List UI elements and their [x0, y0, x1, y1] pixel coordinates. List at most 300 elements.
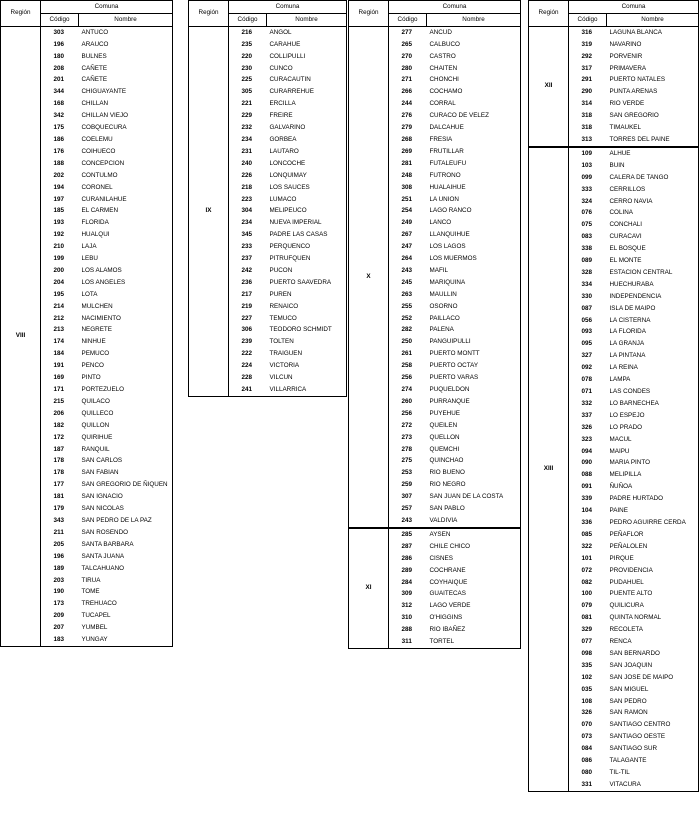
codigo-cell: 291 [569, 74, 607, 86]
nombre-cell: RIO IBAÑEZ [427, 624, 521, 636]
nombre-cell: PENCO [79, 360, 173, 372]
codigo-cell: 185 [41, 205, 79, 217]
codigo-cell: 317 [569, 63, 607, 75]
nombre-cell: LA PINTANA [607, 350, 699, 362]
nombre-cell: ESTACION CENTRAL [607, 267, 699, 279]
nombre-cell: PORTEZUELO [79, 384, 173, 396]
codigo-cell: 181 [41, 491, 79, 503]
codigo-cell: 258 [389, 360, 427, 372]
nombre-cell: SANTIAGO OESTE [607, 731, 699, 743]
nombre-cell: ANGOL [267, 26, 347, 38]
codigo-cell: 215 [41, 396, 79, 408]
codigo-cell: 243 [389, 515, 427, 528]
region-cell: XI [349, 528, 389, 649]
nombre-cell: LOS ALAMOS [79, 265, 173, 277]
nombre-cell: QUEILEN [427, 420, 521, 432]
nombre-cell: FRUTILLAR [427, 146, 521, 158]
codigo-cell: 076 [569, 207, 607, 219]
codigo-cell: 082 [569, 577, 607, 589]
nombre-cell: HUALQUI [79, 229, 173, 241]
codigo-cell: 310 [389, 612, 427, 624]
codigo-cell: 102 [569, 672, 607, 684]
nombre-cell: ÑUÑOA [607, 481, 699, 493]
codigo-cell: 177 [41, 479, 79, 491]
nombre-cell: GALVARINO [267, 122, 347, 134]
codigo-cell: 332 [569, 398, 607, 410]
nombre-cell: SAN RAMON [607, 707, 699, 719]
nombre-cell: CONTULMO [79, 170, 173, 182]
comuna-table [348, 0, 521, 649]
codigo-cell: 191 [41, 360, 79, 372]
nombre-cell: LONCOCHE [267, 158, 347, 170]
nombre-cell: MAIPU [607, 446, 699, 458]
nombre-cell: FUTALEUFU [427, 158, 521, 170]
table-row [529, 147, 699, 160]
codigo-cell: 108 [569, 696, 607, 708]
nombre-cell: RENAICO [267, 301, 347, 313]
nombre-cell: COCHAMO [427, 86, 521, 98]
nombre-cell: PUERTO MONTT [427, 348, 521, 360]
codigo-cell: 339 [569, 493, 607, 505]
codigo-cell: 324 [569, 196, 607, 208]
nombre-cell: RANQUIL [79, 444, 173, 456]
codigo-header: Código [229, 13, 267, 26]
codigo-cell: 080 [569, 767, 607, 779]
codigo-cell: 085 [569, 529, 607, 541]
nombre-cell: CERRO NAVIA [607, 196, 699, 208]
nombre-cell: RIO NEGRO [427, 479, 521, 491]
nombre-cell: LA GRANJA [607, 338, 699, 350]
nombre-cell: LOS MUERMOS [427, 253, 521, 265]
codigo-cell: 208 [41, 63, 79, 75]
codigo-cell: 229 [229, 110, 267, 122]
nombre-cell: NAVARINO [607, 39, 699, 51]
nombre-cell: ANCUD [427, 26, 521, 38]
codigo-cell: 087 [569, 303, 607, 315]
nombre-cell: SAN GREGORIO DE ÑIQUEN [79, 479, 173, 491]
nombre-cell: SAN JUAN DE LA COSTA [427, 491, 521, 503]
nombre-cell: AYSEN [427, 528, 521, 541]
codigo-cell: 266 [389, 86, 427, 98]
codigo-cell: 306 [229, 324, 267, 336]
nombre-cell: TRAIGUEN [267, 348, 347, 360]
codigo-cell: 308 [389, 182, 427, 194]
nombre-cell: CURACAVI [607, 231, 699, 243]
codigo-cell: 255 [389, 301, 427, 313]
nombre-cell: OSORNO [427, 301, 521, 313]
nombre-cell: EL BOSQUE [607, 243, 699, 255]
nombre-cell: CASTRO [427, 51, 521, 63]
codigo-cell: 286 [389, 553, 427, 565]
codigo-cell: 081 [569, 612, 607, 624]
nombre-cell: PUERTO VARAS [427, 372, 521, 384]
nombre-cell: TIL-TIL [607, 767, 699, 779]
nombre-cell: LAMPA [607, 374, 699, 386]
codigo-cell: 280 [389, 63, 427, 75]
codigo-cell: 202 [41, 170, 79, 182]
codigo-cell: 233 [229, 241, 267, 253]
nombre-cell: VILCUN [267, 372, 347, 384]
nombre-cell: SANTIAGO CENTRO [607, 719, 699, 731]
nombre-cell: SAN PABLO [427, 503, 521, 515]
nombre-cell: LA CISTERNA [607, 315, 699, 327]
codigo-cell: 284 [389, 577, 427, 589]
codigo-cell: 259 [389, 479, 427, 491]
nombre-cell: CALBUCO [427, 39, 521, 51]
nombre-cell: LO PRADO [607, 422, 699, 434]
codigo-cell: 172 [41, 432, 79, 444]
codigo-cell: 276 [389, 110, 427, 122]
codigo-cell: 260 [389, 396, 427, 408]
codigo-cell: 319 [569, 39, 607, 51]
codigo-cell: 228 [229, 372, 267, 384]
nombre-cell: GUAITECAS [427, 588, 521, 600]
codigo-cell: 221 [229, 98, 267, 110]
nombre-cell: LO BARNECHEA [607, 398, 699, 410]
nombre-cell: PUERTO OCTAY [427, 360, 521, 372]
codigo-cell: 269 [389, 146, 427, 158]
nombre-cell: MAULLIN [427, 289, 521, 301]
nombre-cell: LAGO RANCO [427, 205, 521, 217]
codigo-cell: 169 [41, 372, 79, 384]
nombre-header: Nombre [79, 13, 173, 26]
nombre-cell: TALCAHUANO [79, 563, 173, 575]
codigo-cell: 338 [569, 243, 607, 255]
codigo-cell: 211 [41, 527, 79, 539]
codigo-cell: 272 [389, 420, 427, 432]
nombre-cell: EL CARMEN [79, 205, 173, 217]
codigo-cell: 075 [569, 219, 607, 231]
codigo-cell: 231 [229, 146, 267, 158]
codigo-cell: 109 [569, 147, 607, 160]
nombre-cell: HUECHURABA [607, 279, 699, 291]
codigo-cell: 264 [389, 253, 427, 265]
region-cell: IX [189, 26, 229, 396]
nombre-cell: MAFIL [427, 265, 521, 277]
codigo-cell: 278 [389, 444, 427, 456]
codigo-cell: 343 [41, 515, 79, 527]
nombre-cell: SAN BERNARDO [607, 648, 699, 660]
codigo-cell: 256 [389, 408, 427, 420]
codigo-cell: 303 [41, 26, 79, 38]
codigo-cell: 179 [41, 503, 79, 515]
nombre-cell: SAN PEDRO DE LA PAZ [79, 515, 173, 527]
nombre-cell: TUCAPEL [79, 610, 173, 622]
codigo-cell: 326 [569, 422, 607, 434]
nombre-cell: PANGUIPULLI [427, 336, 521, 348]
comuna-table [0, 0, 173, 647]
nombre-cell: INDEPENDENCIA [607, 291, 699, 303]
codigo-cell: 212 [41, 313, 79, 325]
nombre-cell: FLORIDA [79, 217, 173, 229]
codigo-cell: 206 [41, 408, 79, 420]
codigo-cell: 235 [229, 39, 267, 51]
nombre-cell: O'HIGGINS [427, 612, 521, 624]
codigo-cell: 213 [41, 324, 79, 336]
nombre-cell: SANTA BARBARA [79, 539, 173, 551]
nombre-cell: PAILLACO [427, 313, 521, 325]
nombre-cell: ALHUE [607, 147, 699, 160]
nombre-cell: TIRUA [79, 575, 173, 587]
nombre-cell: NUEVA IMPERIAL [267, 217, 347, 229]
codigo-cell: 329 [569, 624, 607, 636]
nombre-cell: CURACAUTIN [267, 74, 347, 86]
nombre-cell: SANTA JUANA [79, 551, 173, 563]
nombre-cell: LA UNION [427, 194, 521, 206]
codigo-cell: 194 [41, 182, 79, 194]
nombre-cell: SAN PEDRO [607, 696, 699, 708]
nombre-cell: TORRES DEL PAINE [607, 134, 699, 147]
codigo-cell: 188 [41, 158, 79, 170]
nombre-cell: QUEMCHI [427, 444, 521, 456]
nombre-cell: COLINA [607, 207, 699, 219]
codigo-cell: 227 [229, 313, 267, 325]
codigo-cell: 304 [229, 205, 267, 217]
nombre-cell: QUILICURA [607, 600, 699, 612]
codigo-cell: 254 [389, 205, 427, 217]
nombre-header: Nombre [607, 13, 699, 26]
codigo-cell: 247 [389, 241, 427, 253]
codigo-cell: 220 [229, 51, 267, 63]
codigo-cell: 334 [569, 279, 607, 291]
nombre-cell: YUNGAY [79, 634, 173, 646]
nombre-cell: COBQUECURA [79, 122, 173, 134]
nombre-cell: ERCILLA [267, 98, 347, 110]
codigo-cell: 078 [569, 374, 607, 386]
nombre-cell: CONCHALI [607, 219, 699, 231]
codigo-cell: 189 [41, 563, 79, 575]
nombre-cell: TEODORO SCHMIDT [267, 324, 347, 336]
nombre-cell: CHONCHI [427, 74, 521, 86]
codigo-cell: 239 [229, 336, 267, 348]
nombre-cell: MELIPEUCO [267, 205, 347, 217]
codigo-cell: 171 [41, 384, 79, 396]
table-row [349, 26, 521, 38]
nombre-cell: TREHUACO [79, 598, 173, 610]
codigo-cell: 203 [41, 575, 79, 587]
codigo-cell: 168 [41, 98, 79, 110]
codigo-cell: 219 [229, 301, 267, 313]
nombre-cell: CURACO DE VELEZ [427, 110, 521, 122]
codigo-cell: 196 [41, 551, 79, 563]
nombre-cell: SAN MIGUEL [607, 684, 699, 696]
region-header: Región [189, 1, 229, 27]
codigo-cell: 175 [41, 122, 79, 134]
codigo-cell: 330 [569, 291, 607, 303]
codigo-cell: 270 [389, 51, 427, 63]
codigo-cell: 098 [569, 648, 607, 660]
codigo-cell: 184 [41, 348, 79, 360]
codigo-cell: 099 [569, 172, 607, 184]
table-row [1, 26, 173, 38]
codigo-cell: 084 [569, 743, 607, 755]
nombre-cell: LAUTARO [267, 146, 347, 158]
codigo-cell: 236 [229, 277, 267, 289]
nombre-cell: MULCHEN [79, 301, 173, 313]
nombre-cell: QUINTA NORMAL [607, 612, 699, 624]
codigo-cell: 216 [229, 26, 267, 38]
codigo-cell: 277 [389, 26, 427, 38]
nombre-cell: LOS ANGELES [79, 277, 173, 289]
nombre-cell: PIRQUE [607, 553, 699, 565]
region-cell: VIII [1, 26, 41, 646]
codigo-cell: 083 [569, 231, 607, 243]
codigo-cell: 217 [229, 289, 267, 301]
comuna-header: Comuna [229, 1, 347, 14]
codigo-cell: 071 [569, 386, 607, 398]
nombre-cell: TIMAUKEL [607, 122, 699, 134]
nombre-cell: LLANQUIHUE [427, 229, 521, 241]
codigo-cell: 314 [569, 98, 607, 110]
nombre-cell: PUCON [267, 265, 347, 277]
nombre-cell: ANTUCO [79, 26, 173, 38]
nombre-cell: COYHAIQUE [427, 577, 521, 589]
nombre-cell: CHILLAN [79, 98, 173, 110]
codigo-cell: 242 [229, 265, 267, 277]
nombre-cell: LA FLORIDA [607, 326, 699, 338]
nombre-cell: LAJA [79, 241, 173, 253]
codigo-cell: 190 [41, 586, 79, 598]
codigo-cell: 307 [389, 491, 427, 503]
nombre-cell: PUREN [267, 289, 347, 301]
codigo-cell: 095 [569, 338, 607, 350]
codigo-cell: 267 [389, 229, 427, 241]
nombre-cell: QUIRIHUE [79, 432, 173, 444]
nombre-cell: SAN NICOLAS [79, 503, 173, 515]
codigo-cell: 173 [41, 598, 79, 610]
codigo-cell: 250 [389, 336, 427, 348]
comuna-table [188, 0, 347, 397]
codigo-cell: 234 [229, 217, 267, 229]
comuna-table [528, 0, 699, 792]
nombre-cell: PALENA [427, 324, 521, 336]
nombre-cell: SAN ROSENDO [79, 527, 173, 539]
nombre-cell: SAN JOSE DE MAIPO [607, 672, 699, 684]
codigo-cell: 323 [569, 434, 607, 446]
nombre-cell: LONQUIMAY [267, 170, 347, 182]
codigo-cell: 103 [569, 160, 607, 172]
nombre-cell: PEÑAFLOR [607, 529, 699, 541]
nombre-cell: TEMUCO [267, 313, 347, 325]
codigo-cell: 197 [41, 194, 79, 206]
codigo-cell: 056 [569, 315, 607, 327]
nombre-cell: CURANILAHUE [79, 194, 173, 206]
nombre-cell: CORONEL [79, 182, 173, 194]
nombre-cell: COCHRANE [427, 565, 521, 577]
table-row [529, 26, 699, 38]
codigo-header: Código [569, 13, 607, 26]
codigo-cell: 035 [569, 684, 607, 696]
codigo-cell: 322 [569, 541, 607, 553]
nombre-cell: PADRE LAS CASAS [267, 229, 347, 241]
codigo-cell: 273 [389, 432, 427, 444]
codigo-cell: 241 [229, 384, 267, 396]
codigo-cell: 192 [41, 229, 79, 241]
codigo-cell: 199 [41, 253, 79, 265]
codigo-cell: 101 [569, 553, 607, 565]
nombre-cell: CORRAL [427, 98, 521, 110]
nombre-cell: SANTIAGO SUR [607, 743, 699, 755]
nombre-cell: LA REINA [607, 362, 699, 374]
nombre-cell: PERQUENCO [267, 241, 347, 253]
nombre-cell: RIO BUENO [427, 467, 521, 479]
comuna-header: Comuna [41, 1, 173, 14]
codigo-cell: 073 [569, 731, 607, 743]
codigo-cell: 204 [41, 277, 79, 289]
codigo-cell: 225 [229, 74, 267, 86]
codigo-cell: 326 [569, 707, 607, 719]
nombre-cell: ISLA DE MAIPO [607, 303, 699, 315]
codigo-cell: 178 [41, 467, 79, 479]
codigo-cell: 183 [41, 634, 79, 646]
codigo-cell: 214 [41, 301, 79, 313]
codigo-cell: 094 [569, 446, 607, 458]
codigo-cell: 243 [389, 265, 427, 277]
codigo-cell: 249 [389, 217, 427, 229]
codigo-cell: 292 [569, 51, 607, 63]
nombre-cell: SAN CARLOS [79, 455, 173, 467]
nombre-cell: PEMUCO [79, 348, 173, 360]
codigo-cell: 079 [569, 600, 607, 612]
region-header: Región [349, 1, 389, 27]
nombre-cell: CONCEPCION [79, 158, 173, 170]
nombre-cell: MACUL [607, 434, 699, 446]
codigo-cell: 244 [389, 98, 427, 110]
codigo-cell: 248 [389, 170, 427, 182]
codigo-cell: 318 [569, 110, 607, 122]
nombre-cell: CUNCO [267, 63, 347, 75]
nombre-cell: NACIMIENTO [79, 313, 173, 325]
codigo-cell: 287 [389, 541, 427, 553]
nombre-cell: PEÑALOLEN [607, 541, 699, 553]
codigo-cell: 336 [569, 517, 607, 529]
nombre-cell: CHAITEN [427, 63, 521, 75]
codigo-cell: 253 [389, 467, 427, 479]
nombre-cell: ARAUCO [79, 39, 173, 51]
codigo-cell: 210 [41, 241, 79, 253]
nombre-cell: PUDAHUEL [607, 577, 699, 589]
region-cell: XII [529, 26, 569, 147]
nombre-header: Nombre [267, 13, 347, 26]
nombre-cell: PUERTO SAAVEDRA [267, 277, 347, 289]
codigo-cell: 309 [389, 588, 427, 600]
nombre-cell: CHILE CHICO [427, 541, 521, 553]
codigo-cell: 275 [389, 455, 427, 467]
nombre-cell: LEBU [79, 253, 173, 265]
nombre-cell: BUIN [607, 160, 699, 172]
codigo-cell: 279 [389, 122, 427, 134]
codigo-cell: 335 [569, 660, 607, 672]
codigo-cell: 230 [229, 63, 267, 75]
nombre-cell: GORBEA [267, 134, 347, 146]
nombre-cell: PUNTA ARENAS [607, 86, 699, 98]
codigo-cell: 252 [389, 313, 427, 325]
codigo-cell: 072 [569, 565, 607, 577]
nombre-cell: CURARREHUE [267, 86, 347, 98]
codigo-cell: 263 [389, 289, 427, 301]
codigo-cell: 342 [41, 110, 79, 122]
codigo-cell: 305 [229, 86, 267, 98]
codigo-cell: 313 [569, 134, 607, 147]
codigo-cell: 186 [41, 134, 79, 146]
nombre-cell: NINHUE [79, 336, 173, 348]
nombre-cell: COELEMU [79, 134, 173, 146]
nombre-cell: PUYEHUE [427, 408, 521, 420]
nombre-cell: CALERA DE TANGO [607, 172, 699, 184]
codigo-cell: 196 [41, 39, 79, 51]
nombre-cell: RIO VERDE [607, 98, 699, 110]
nombre-cell: PRIMAVERA [607, 63, 699, 75]
